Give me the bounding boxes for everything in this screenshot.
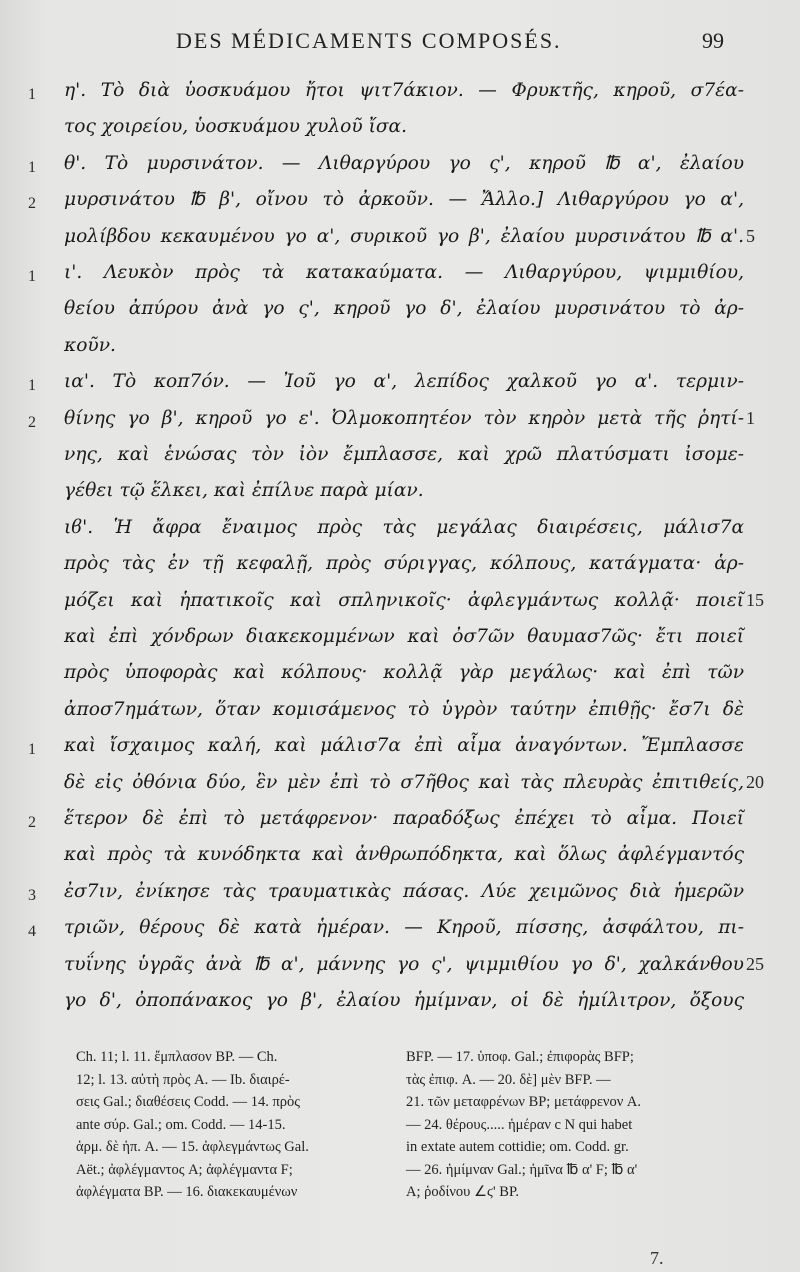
running-head: DES MÉDICAMENTS COMPOSÉS. bbox=[176, 28, 562, 53]
line-note-marker: 3 bbox=[28, 886, 36, 904]
footnotes-right-column bbox=[406, 1046, 764, 1204]
line-number: 5 bbox=[746, 225, 755, 246]
text-line: ια'. Τὸ κοπ7όν. — Ἰοῦ γο α', λεπίδος χαλκοῦ γο α'. τερμιν- bbox=[64, 371, 744, 393]
footnote-line: 21. τῶν μεταφρένων BP; μετάφρενον A. bbox=[406, 1094, 642, 1110]
text-line: καὶ πρὸς τὰ κυνόδηκτα καὶ ἀνθρωπόδηκτα, καὶ ὅλως ἀφλέγμαντός bbox=[64, 844, 744, 866]
text-line: μολίβδου κεκαυμένου γο α', συρικοῦ γο β', ἐλαίου μυρσινάτου ℔ α'. bbox=[64, 225, 744, 247]
page-header bbox=[0, 26, 800, 60]
page-number: 99 bbox=[702, 28, 724, 53]
text-line: μυρσινάτου ℔ β', οἴνου τὸ ἀρκοῦν. — Ἄλλο.] Λιθαργύρου γο α', bbox=[64, 189, 744, 211]
line-number: 1 bbox=[746, 407, 755, 428]
footnote-line: A; ῥοδίνου ∠ϛ' BP. bbox=[406, 1184, 520, 1200]
text-line: καὶ ἴσχαιμος καλή, καὶ μάλισ7α ἐπὶ αἷμα ἀναγόντων. Ἔμπλασσε bbox=[64, 735, 744, 757]
text-line: γέθει τῷ ἕλκει, καὶ ἐπίλυε παρὰ μίαν. bbox=[64, 480, 424, 502]
footnote-line: in extate autem cottidie; om. Codd. gr. bbox=[406, 1139, 629, 1155]
line-number: 25 bbox=[746, 953, 764, 974]
line-note-marker: 1 bbox=[28, 268, 36, 285]
text-line: η'. Τὸ διὰ ὑοσκυάμου ἤτοι ψιτ7άκιον. — Φρυκτῆς, κηροῦ, σ7έα- bbox=[64, 80, 744, 101]
footnote-line: — 24. θέρους..... ἡμέραν c N qui habet bbox=[406, 1116, 633, 1133]
line-note-marker: 1 bbox=[28, 158, 36, 176]
footnote-line: ἁρμ. δὲ ἡπ. A. — 15. ἀφλεγμάντως Gal. bbox=[76, 1139, 309, 1155]
text-line: πρὸς τὰς ἐν τῇ κεφαλῇ, πρὸς σύριγγας, κόλπους, κατάγματα· ἁρ- bbox=[64, 553, 744, 575]
footnote-line: Aët.; ἀφλέγμαντος A; ἀφλέγμαντα F; bbox=[76, 1161, 293, 1178]
footnote-line: — 26. ἡμίμναν Gal.; ἡμῖνα ℔ α' F; ℔ α' bbox=[406, 1161, 638, 1178]
line-number: 20 bbox=[746, 771, 764, 792]
text-line: ἐσ7ιν, ἐνίκησε τὰς τραυματικὰς πάσας. Λύε χειμῶνος διὰ ἡμερῶν bbox=[64, 880, 744, 902]
footnote-line: τὰς ἐπιφ. A. — 20. δὲ] μὲν BFP. — bbox=[406, 1071, 611, 1088]
text-line: ιϐ'. Ἡ ἄφρα ἔναιμος πρὸς τὰς μεγάλας διαιρέσεις, μάλισ7α bbox=[64, 516, 744, 538]
text-line: θ'. Τὸ μυρσινάτον. — Λιθαργύρου γο ς', κηροῦ ℔ α', ἐλαίου bbox=[64, 152, 744, 174]
text-line: ἕτερον δὲ ἐπὶ τὸ μετάφρενον· παραδόξως ἐπέχει τὸ αἷμα. Ποιεῖ bbox=[64, 808, 744, 829]
line-note-marker: 1 bbox=[28, 741, 36, 759]
line-note-marker: 1 bbox=[28, 377, 36, 395]
text-line: γο δ', ὀποπάνακος γο β', ἐλαίου ἡμίμναν, οἱ δὲ ἡμίλιτρον, ὄξους bbox=[64, 990, 744, 1011]
text-line: τυΐνης ὑγρᾶς ἀνὰ ℔ α', μάννης γο ς', ψιμμιθίου γο δ', χαλκάνθου bbox=[64, 953, 744, 975]
line-note-marker: 2 bbox=[28, 814, 36, 831]
text-line: θίνης γο β', κηροῦ γο ε'. Ὀλμοκοπητέον τὸν κηρὸν μετὰ τῆς ῥητί- bbox=[64, 407, 744, 429]
line-note-marker: 4 bbox=[28, 923, 36, 941]
text-line: θείου ἀπύρου ἀνὰ γο ς', κηροῦ γο δ', ἐλαίου μυρσινάτου τὸ ἀρ- bbox=[64, 298, 744, 320]
footnote-line: ἀφλέγματα BP. — 16. διακεκαυμένων bbox=[76, 1184, 298, 1200]
text-line: μόζει καὶ ἡπατικοῖς καὶ σπληνικοῖς· ἀφλεγμάντως κολλᾷ· ποιεῖ bbox=[64, 589, 744, 611]
text-line: τριῶν, θέρους δὲ κατὰ ἡμέραν. — Κηροῦ, πίσσης, ἀσφάλτου, πι- bbox=[64, 917, 744, 939]
footnotes-left-column bbox=[76, 1046, 392, 1204]
text-line: ἀποσ7ημάτων, ὅταν κομισάμενος τὸ ὑγρὸν ταύτην ἐπιθῇς· ἔσ7ι δὲ bbox=[64, 698, 744, 720]
footnote-line: ante σύρ. Gal.; om. Codd. — 14-15. bbox=[76, 1116, 286, 1133]
text-line: τος χοιρείου, ὑοσκυάμου χυλοῦ ἴσα. bbox=[64, 116, 408, 138]
line-note-marker: 2 bbox=[28, 413, 36, 431]
text-line: πρὸς ὑποφορὰς καὶ κόλπους· κολλᾷ γὰρ μεγάλως· καὶ ἐπὶ τῶν bbox=[64, 662, 744, 684]
footnote-line: Ch. 11; l. 11. ἔμπλασον BP. — Ch. bbox=[76, 1049, 278, 1065]
text-line: δὲ εἰς ὀθόνια δύο, ἓν μὲν ἐπὶ τὸ σ7ῆθος καὶ τὰς πλευρὰς ἐπιτιθείς, bbox=[64, 771, 744, 793]
printer-signature: 7. bbox=[650, 1248, 664, 1268]
footnote-line: σεις Gal.; διαθέσεις Codd. — 14. πρὸς bbox=[76, 1094, 301, 1110]
text-line: ι'. Λευκὸν πρὸς τὰ κατακαύματα. — Λιθαργύρου, ψιμμιθίου, bbox=[64, 262, 744, 283]
line-number: 15 bbox=[746, 589, 764, 610]
text-line: κοῦν. bbox=[64, 334, 116, 356]
line-note-marker: 1 bbox=[28, 86, 36, 103]
footnote-line: BFP. — 17. ὑποφ. Gal.; ἐπιφορὰς BFP; bbox=[406, 1049, 634, 1065]
text-line: καὶ ἐπὶ χόνδρων διακεκομμένων καὶ ὀσ7ῶν θαυμασ7ῶς· ἔτι ποιεῖ bbox=[64, 626, 744, 647]
footnote-line: 12; l. 13. αὐτὴ πρὸς A. — Ib. διαιρέ- bbox=[76, 1071, 290, 1088]
text-line: νης, καὶ ἑνώσας τὸν ἰὸν ἔμπλασσε, καὶ χρῶ πλατύσματι ἰσομε- bbox=[64, 444, 744, 465]
line-note-marker: 2 bbox=[28, 195, 36, 213]
